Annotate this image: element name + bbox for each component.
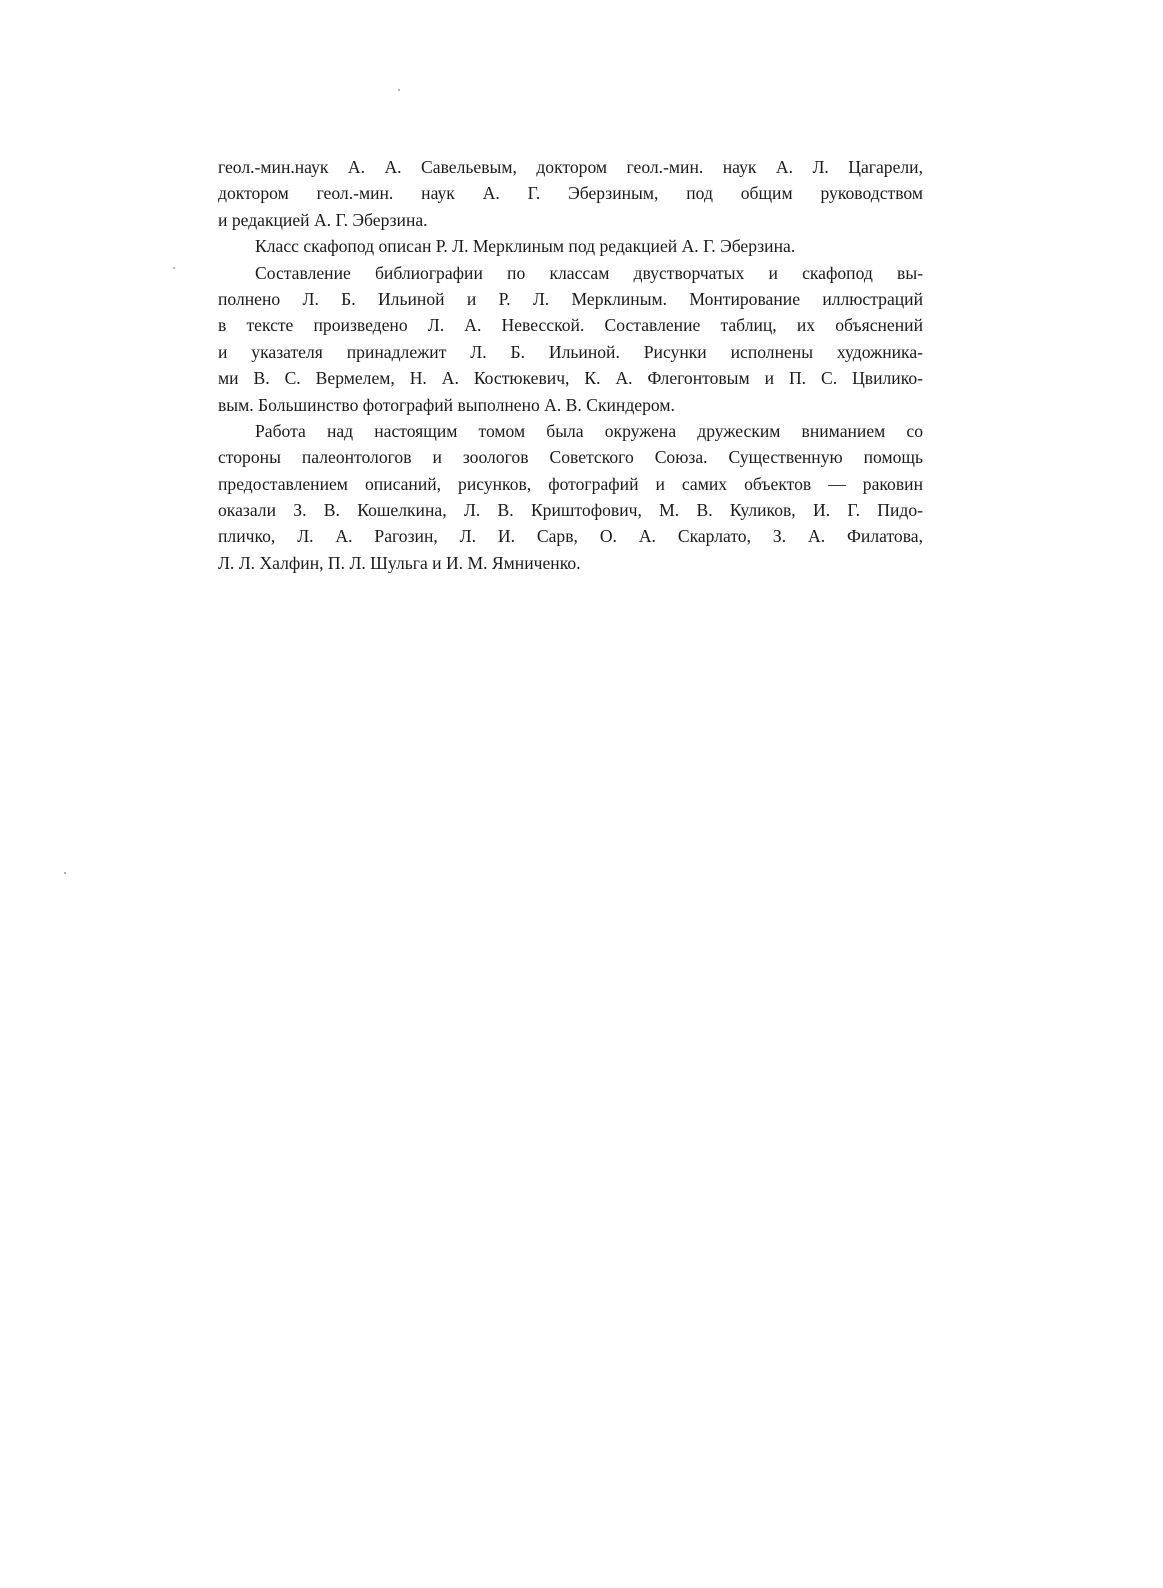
text-line: предоставлением описаний, рисунков, фотографий и самих объектов — раковин (218, 473, 923, 494)
text-line: стороны палеонтологов и зоологов Советского Союза. Существенную помощь (218, 447, 923, 468)
text-line: и редакцией А. Г. Эберзина. (218, 209, 428, 230)
scan-speck (398, 89, 400, 91)
text-line: вым. Большинство фотографий выполнено А. В. Скиндером. (218, 394, 675, 415)
text-line: Работа над настоящим томом была окружена дружеским вниманием со (255, 420, 923, 441)
scan-speck (173, 267, 175, 269)
text-line: полнено Л. Б. Ильиной и Р. Л. Мерклиным. Монтирование иллюстраций (218, 288, 923, 309)
text-line: ми В. С. Вермелем, Н. А. Костюкевич, К. А. Флегонтовым и П. С. Цвилико- (218, 368, 923, 389)
text-line: Класс скафопод описан Р. Л. Мерклиным под редакцией А. Г. Эберзина. (255, 236, 796, 257)
body-text (218, 154, 923, 576)
paragraph-4 (218, 418, 923, 576)
text-line: и указателя принадлежит Л. Б. Ильиной. Рисунки исполнены художника- (218, 341, 923, 362)
text-line: геол.-мин.наук А. А. Савельевым, доктором геол.-мин. наук А. Л. Цагарели, (218, 157, 923, 177)
paragraph-1 (218, 154, 923, 233)
text-line: пличко, Л. А. Рагозин, Л. И. Сарв, О. А. Скарлато, З. А. Филатова, (218, 526, 923, 547)
text-line: оказали З. В. Кошелкина, Л. В. Криштофович, М. В. Куликов, И. Г. Пидо- (218, 500, 923, 521)
text-line: в тексте произведено Л. А. Невесской. Составление таблиц, их объяснений (218, 315, 923, 336)
text-line: Составление библиографии по классам двустворчатых и скафопод вы- (255, 262, 923, 283)
text-line: Л. Л. Халфин, П. Л. Шульга и И. М. Ямниченко. (218, 552, 581, 573)
scan-speck (64, 872, 66, 874)
paragraph-3 (218, 260, 923, 418)
paragraph-2 (218, 233, 923, 259)
text-line: доктором геол.-мин. наук А. Г. Эберзиным, под общим руководством (218, 183, 923, 204)
